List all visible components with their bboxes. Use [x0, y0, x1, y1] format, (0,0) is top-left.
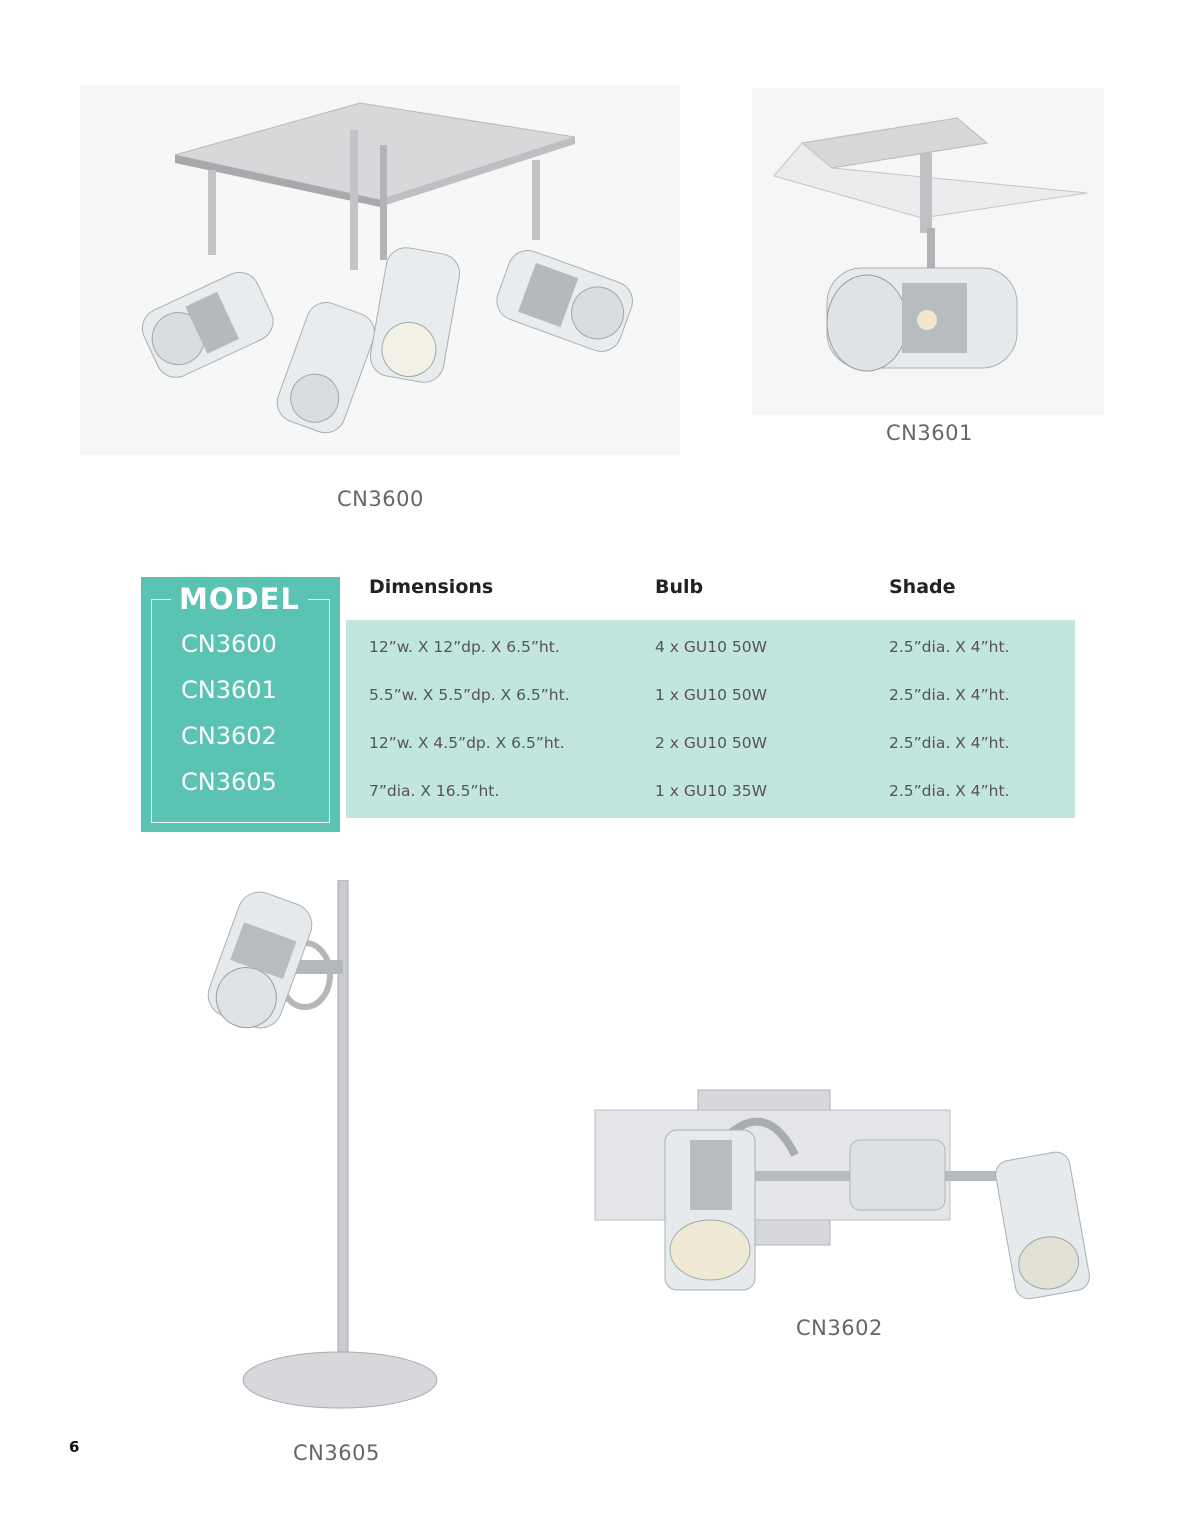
- cn3602-product-photo: [590, 1085, 1095, 1305]
- header-shade: Shade: [889, 576, 956, 598]
- model-item: CN3602: [181, 722, 277, 750]
- table-row: [346, 623, 1075, 671]
- model-list: [181, 629, 277, 813]
- shade-cell: 2.5”dia. X 4”ht.: [889, 734, 1010, 752]
- bulb-cell: 1 x GU10 50W: [655, 686, 767, 704]
- bulb-cell: 4 x GU10 50W: [655, 638, 767, 656]
- page-number: 6: [69, 1438, 80, 1456]
- spec-table: [346, 620, 1075, 818]
- cn3601-caption: CN3601: [886, 421, 973, 445]
- header-bulb: Bulb: [655, 576, 704, 598]
- header-dimensions: Dimensions: [369, 576, 494, 598]
- cn3601-product-photo: [752, 88, 1104, 415]
- cn3605-product-photo: [200, 880, 445, 1410]
- shade-cell: 2.5”dia. X 4”ht.: [889, 782, 1010, 800]
- model-box: [141, 577, 340, 832]
- cn3600-caption: CN3600: [337, 487, 424, 511]
- table-row: [346, 767, 1075, 815]
- model-title: MODEL: [171, 582, 308, 616]
- model-item: CN3605: [181, 768, 277, 796]
- table-row: [346, 671, 1075, 719]
- cn3605-caption: CN3605: [293, 1441, 380, 1465]
- dimensions-cell: 5.5”w. X 5.5”dp. X 6.5”ht.: [369, 686, 570, 704]
- cn3600-product-photo: [80, 85, 680, 455]
- model-item: CN3601: [181, 676, 277, 704]
- dimensions-cell: 7”dia. X 16.5”ht.: [369, 782, 500, 800]
- shade-cell: 2.5”dia. X 4”ht.: [889, 638, 1010, 656]
- dimensions-cell: 12”w. X 4.5”dp. X 6.5”ht.: [369, 734, 565, 752]
- dimensions-cell: 12”w. X 12”dp. X 6.5”ht.: [369, 638, 560, 656]
- bulb-cell: 2 x GU10 50W: [655, 734, 767, 752]
- model-item: CN3600: [181, 630, 277, 658]
- bulb-cell: 1 x GU10 35W: [655, 782, 767, 800]
- cn3602-caption: CN3602: [796, 1316, 883, 1340]
- table-row: [346, 719, 1075, 767]
- shade-cell: 2.5”dia. X 4”ht.: [889, 686, 1010, 704]
